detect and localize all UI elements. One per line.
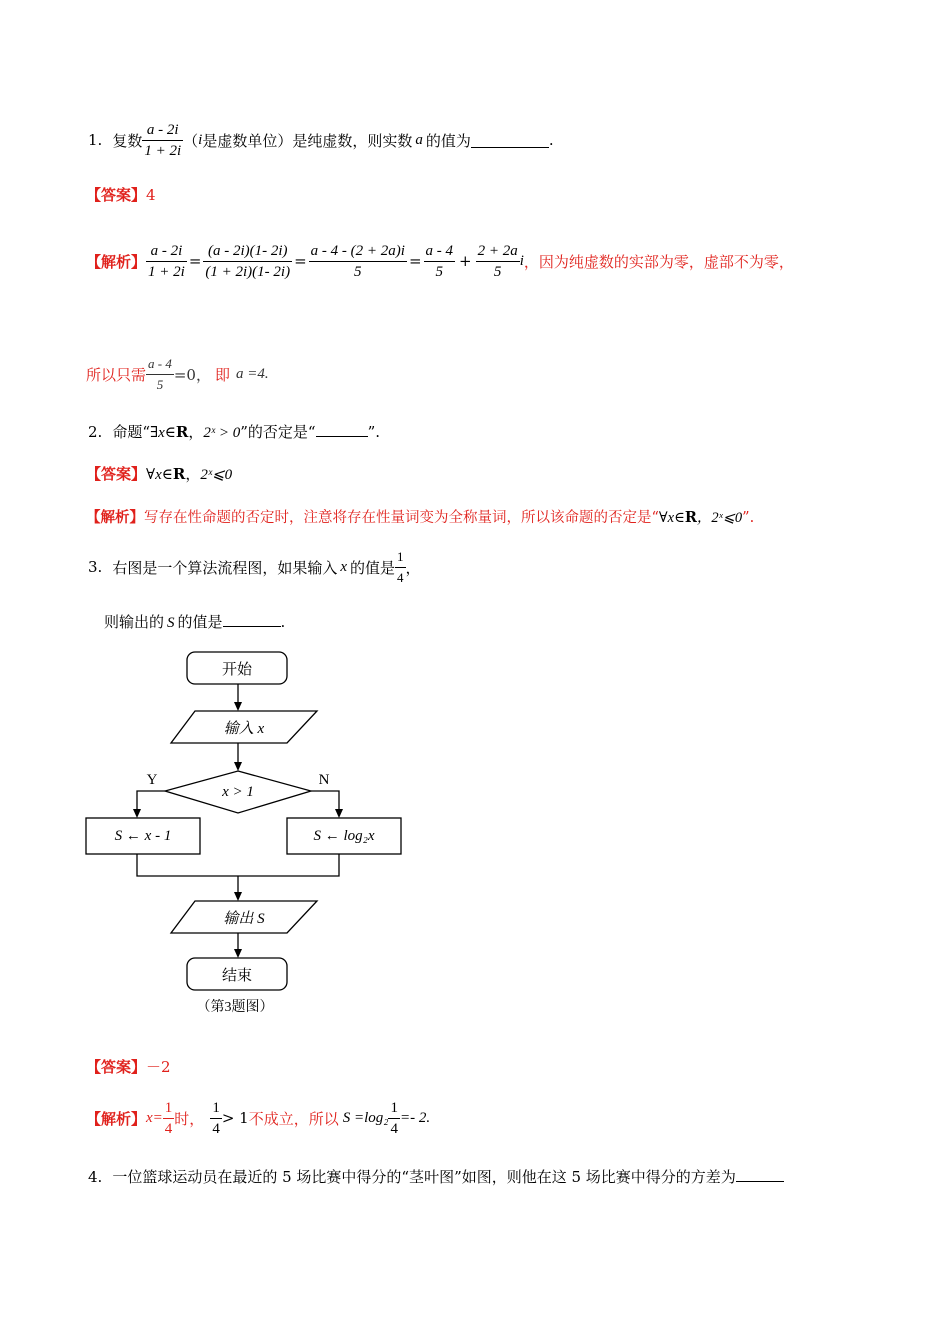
flow-yes-label: Y <box>146 771 158 788</box>
flow-no-label: N <box>318 771 330 788</box>
q3-analysis: 【解析】 x= $\frac{1}{4}$ 时， $\frac{1}{4}$ > 1 不成立，所以 S =log₂ $\frac{1}{4}$ =- 2. <box>86 1099 431 1137</box>
q1-prefix: 复数 <box>112 131 143 150</box>
flow-right-box: S ← log₂x <box>313 827 375 844</box>
q1-number: 1. <box>88 131 103 149</box>
q3-answer: 【答案】－2 <box>86 1058 171 1076</box>
q2-analysis: 【解析】写存在性命题的否定时，注意将存在性量词变为全称量词，所以该命题的否定是“∀x∈R，2ˣ⩽0”. <box>86 509 755 526</box>
q3-line2: 则输出的 S 的值是 . <box>104 613 286 631</box>
q2-answer: 【答案】∀x∈R，2ˣ⩽0 <box>86 465 233 483</box>
flow-caption: （第3题图） <box>196 1000 274 1015</box>
flow-condition: x > 1 <box>222 783 254 800</box>
q1-answer: 【答案】4 <box>86 186 156 204</box>
flow-output: 输出 S <box>223 910 265 927</box>
flow-left-box: S ← x - 1 <box>114 827 172 844</box>
q2-line: 2. 命题“∃x∈R，2ˣ > 0”的否定是“ ”. <box>88 423 381 441</box>
q1-fraction: $\frac{a - 2i}{1 + 2i}$ <box>144 121 182 159</box>
flow-start: 开始 <box>221 661 252 678</box>
q3-line: 3. 右图是一个算法流程图，如果输入 x 的值是 $\frac{1}{4}$ ， <box>88 548 421 585</box>
flow-input: 输入 x <box>223 720 265 737</box>
q1-analysis: 【解析】 $\frac{a - 2i}{1 + 2i}$ = $\frac{(a - 2i)(1- 2i)}{(1 + 2i)(1- 2i)}$ = $\frac{a - 4 - (2 + 2a)i}{5}$ = $\frac{a - 4}{5}$ + $\frac{2 + 2a}{5}$ i ，因为纯虚数的实部为零，虚部不为零， <box>86 242 794 280</box>
q4-answer-blank[interactable] <box>736 1167 784 1182</box>
flow-end: 结束 <box>221 967 252 984</box>
q1-line: 1. 复数 $\frac{a - 2i}{1 + 2i}$ （ i 是虚数单位）是纯虚数，则实数 a 的值为 . <box>88 121 554 159</box>
q1-conclusion: 所以只需 $\frac{a - 4}{5}$ =0， 即 a =4. <box>86 355 269 392</box>
q4-line: 4. 一位篮球运动员在最近的 5 场比赛中得分的“茎叶图”如图，则他在这 5 场比赛中得分的方差为 <box>88 1166 784 1187</box>
